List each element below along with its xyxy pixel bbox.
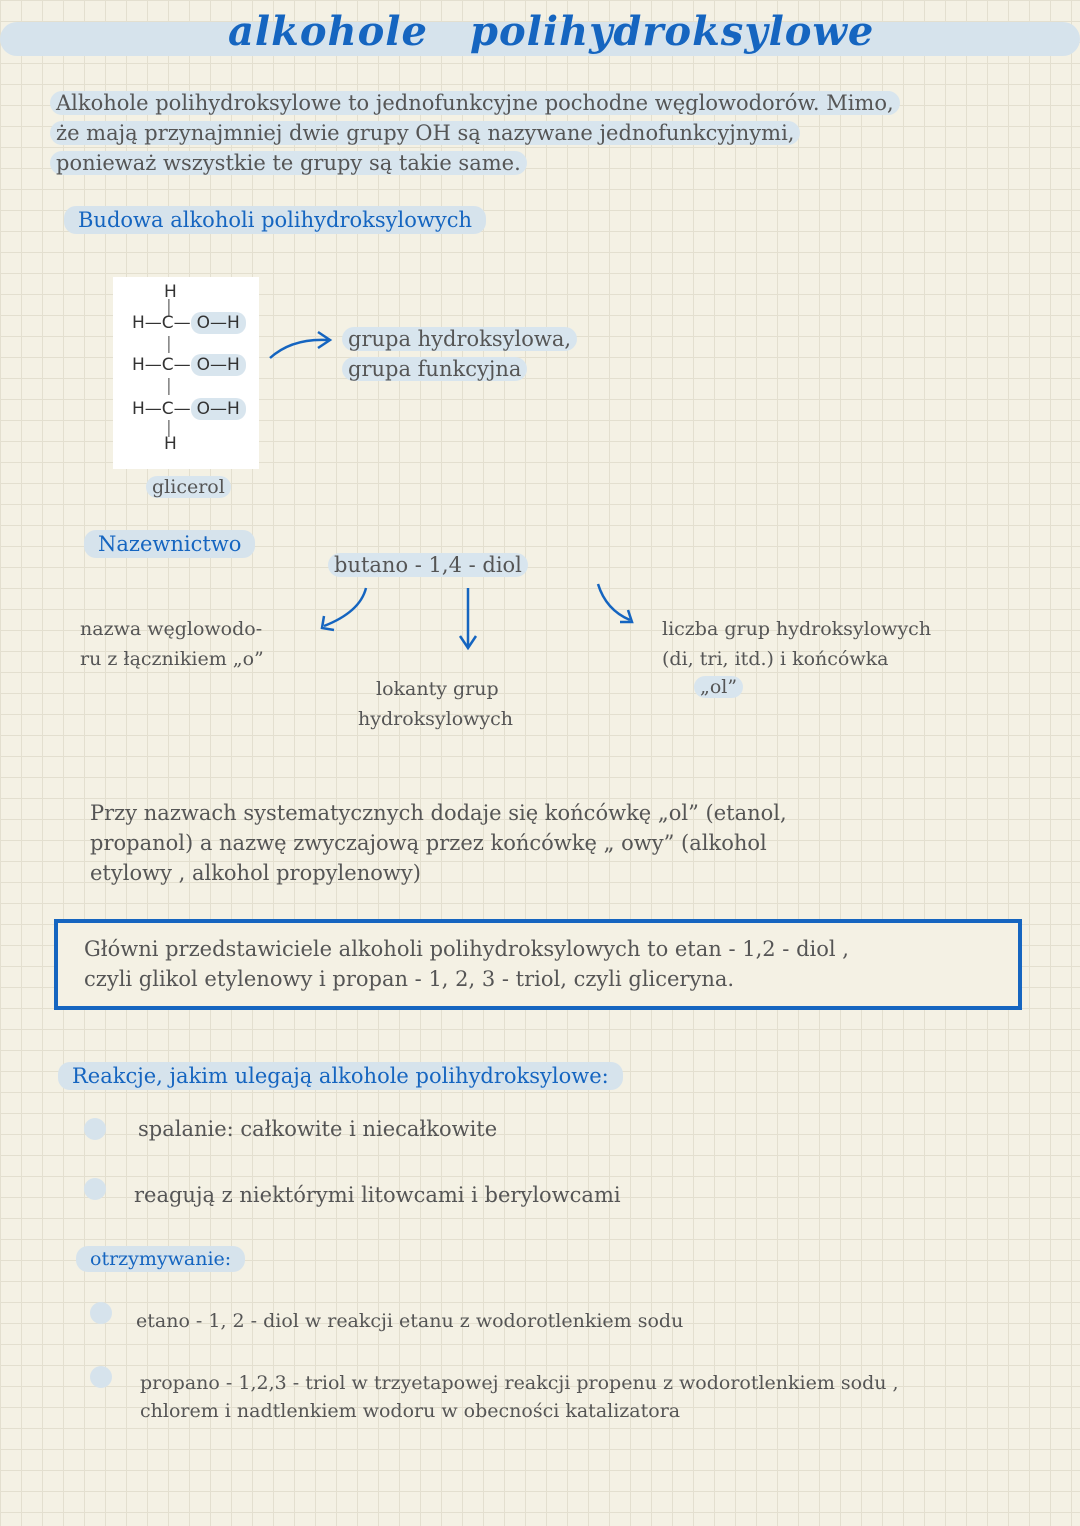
naming-arrows-icon [310,580,650,660]
naming-right-line-3: „ol” [694,672,743,702]
budowa-heading: Budowa alkoholi polihydroksylowych [64,208,486,232]
box-line-2: czyli glikol etylenowy i propan - 1, 2, 3 - triol, czyli gliceryna. [84,967,735,991]
struct-row-2: H—C— O—H [132,355,246,375]
callout-line-2: grupa funkcyjna [342,354,527,384]
struct-h-top: H [164,282,177,302]
naming-left-line-2: ru z łącznikiem „o” [80,648,264,670]
struct-bond-1: | [166,297,172,317]
naming-middle-line-2: hydroksylowych [358,708,514,730]
systematic-line-1: Przy nazwach systematycznych dodaje się końcówkę „ol” (etanol, [90,801,787,825]
arrow-to-callout-icon [262,326,342,366]
molecule-label: glicerol [146,472,231,502]
reaction-item-1: spalanie: całkowite i niecałkowite [138,1117,498,1141]
title-word-2: polihydroksylowe [470,8,875,55]
systematic-line-2: propanol) a nazwę zwyczajową przez końcówkę „ owy” (alkohol [90,831,767,855]
bullet-icon [90,1302,112,1324]
struct-bond-2: | [166,334,172,354]
struct-bond-4: | [166,418,172,438]
nazewnictwo-heading: Nazewnictwo [84,532,255,556]
preparation-item-2-line-2: chlorem i nadtlenkiem wodoru w obecności katalizatora [140,1400,681,1422]
box-line-1: Główni przedstawiciele alkoholi polihydroksylowych to etan - 1,2 - diol , [84,937,849,961]
systematic-line-3: etylowy , alkohol propylenowy) [90,861,421,885]
preparation-item-1: etano - 1, 2 - diol w reakcji etanu z wodorotlenkiem sodu [136,1310,684,1332]
otrzymywanie-heading: otrzymywanie: [76,1248,245,1270]
intro-line-1: Alkohole polihydroksylowe to jednofunkcyjne pochodne węglowodorów. Mimo, [50,88,900,118]
naming-middle-line-1: lokanty grup [376,678,499,700]
naming-left-line-1: nazwa węglowodo- [80,618,263,640]
intro-line-3: ponieważ wszystkie te grupy są takie same. [50,148,527,178]
bullet-icon [84,1178,106,1200]
title-word-1: alkohole [228,8,428,55]
reakcje-heading: Reakcje, jakim ulegają alkohole polihydroksylowe: [58,1064,623,1088]
intro-line-2: że mają przynajmniej dwie grupy OH są nazywane jednofunkcyjnymi, [50,118,800,148]
reaction-item-2: reagują z niektórymi litowcami i berylowcami [134,1183,621,1207]
struct-row-3: H—C— O—H [132,399,246,419]
naming-right-line-2: (di, tri, itd.) i końcówka [662,648,889,670]
naming-example: butano - 1,4 - diol [328,550,528,580]
struct-h-bottom: H [164,434,177,454]
struct-bond-3: | [166,376,172,396]
bullet-icon [84,1118,106,1140]
callout-line-1: grupa hydroksylowa, [342,324,577,354]
bullet-icon [90,1366,112,1388]
naming-right-line-1: liczba grup hydroksylowych [662,618,932,640]
struct-row-1: H—C— O—H [132,313,246,333]
preparation-item-2-line-1: propano - 1,2,3 - triol w trzyetapowej reakcji propenu z wodorotlenkiem sodu , [140,1372,899,1394]
